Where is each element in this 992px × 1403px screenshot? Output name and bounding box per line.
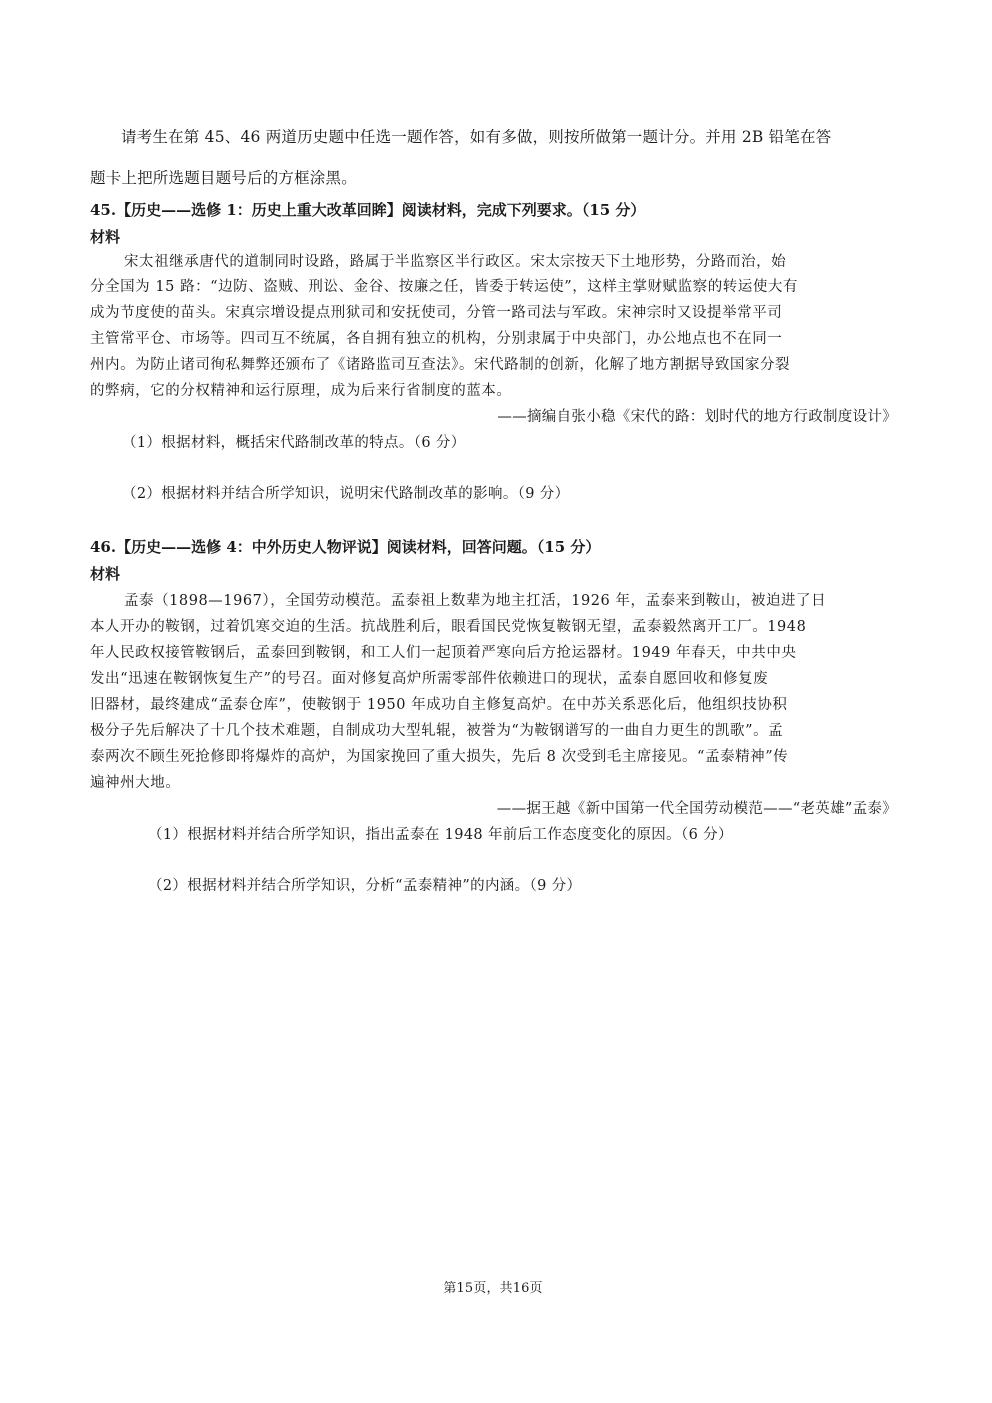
q46-material-line: 泰两次不顾生死抢修即将爆炸的高炉，为国家挽回了重大损失，先后 8 次受到毛主席接见。“孟泰精神”传 [90, 749, 789, 765]
q46-material-line: 本人开办的鞍钢，过着饥寒交迫的生活。抗战胜利后，眼看国民党恢复鞍钢无望，孟泰毅然离开工厂。1948 [90, 619, 807, 635]
q46-material-line: 遍神州大地。 [90, 775, 181, 791]
q45-subquestion-2: （2）根据材料并结合所学知识，说明宋代路制改革的影响。（9 分） [122, 486, 570, 502]
q45-subquestion-1: （1）根据材料，概括宋代路制改革的特点。（6 分） [122, 435, 466, 451]
q46-material-line: 旧器材，最终建成“孟泰仓库”，使鞍钢于 1950 年成功自主修复高炉。在中苏关系恶化后，他组织技协积 [90, 697, 788, 713]
q46-material-line: 年人民政权接管鞍钢后，孟泰回到鞍钢，和工人们一起顶着严寒向后方抢运器材。1949 年春天，中共中央 [90, 645, 797, 661]
q45-material-line: 分全国为 15 路：“边防、盗贼、刑讼、金谷、按廉之任，皆委于转运使”，这样主掌财赋监察的转运使大有 [90, 279, 798, 295]
q45-heading: 45.【历史——选修 1：历史上重大改革回眸】阅读材料，完成下列要求。（15 分） [90, 201, 646, 219]
q45-material-line: 宋太祖继承唐代的道制同时设路，路属于半监察区半行政区。宋太宗按天下土地形势，分路而治，始 [124, 254, 787, 270]
q45-material-line: 州内。为防止诸司徇私舞弊还颁布了《诸路监司互查法》。宋代路制的创新，化解了地方割据导致国家分裂 [90, 357, 791, 373]
q46-material-line: 孟泰（1898—1967），全国劳动模范。孟泰祖上数辈为地主扛活，1926 年，孟泰来到鞍山，被迫进了日 [124, 593, 827, 609]
q45-material-line: 成为节度使的苗头。宋真宗增设提点刑狱司和安抚使司，分管一路司法与军政。宋神宗时又设提举常平司 [90, 305, 783, 321]
q46-subquestion-2: （2）根据材料并结合所学知识，分析“孟泰精神”的内涵。（9 分） [148, 878, 582, 894]
q46-heading: 46.【历史——选修 4：中外历史人物评说】阅读材料，回答问题。（15 分） [90, 538, 601, 556]
q46-material-line: 极分子先后解决了十几个技术难题，自制成功大型轧辊，被誉为“为鞍钢谱写的一曲自力更生的凯歌”。孟 [90, 723, 784, 739]
q45-material-line: 主管常平仓、市场等。四司互不统属，各自拥有独立的机构，分别隶属于中央部门，办公地点也不在同一 [90, 331, 783, 347]
q45-material-line: 的弊病，它的分权精神和运行原理，成为后来行省制度的蓝本。 [90, 383, 512, 399]
q46-material-line: 发出“迅速在鞍钢恢复生产”的号召。面对修复高炉所需零部件依赖进口的现状，孟泰自愿回收和修复废 [90, 671, 769, 687]
q45-source: ——摘编自张小稳《宋代的路：划时代的地方行政制度设计》 [497, 409, 897, 425]
q46-material-label: 材料 [90, 565, 121, 583]
q46-source: ——据王越《新中国第一代全国劳动模范——“老英雄”孟泰》 [496, 801, 897, 817]
q45-material-label: 材料 [90, 228, 121, 246]
q46-subquestion-1: （1）根据材料并结合所学知识，指出孟泰在 1948 年前后工作态度变化的原因。（6 分） [148, 827, 733, 843]
instruction-line-1: 请考生在第 45、46 两道历史题中任选一题作答，如有多做，则按所做第一题计分。并用 2B 铅笔在答 [121, 128, 832, 146]
instruction-line-2: 题卡上把所选题目题号后的方框涂黑。 [90, 169, 357, 187]
page-number: 第15页，共16页 [443, 1281, 543, 1296]
